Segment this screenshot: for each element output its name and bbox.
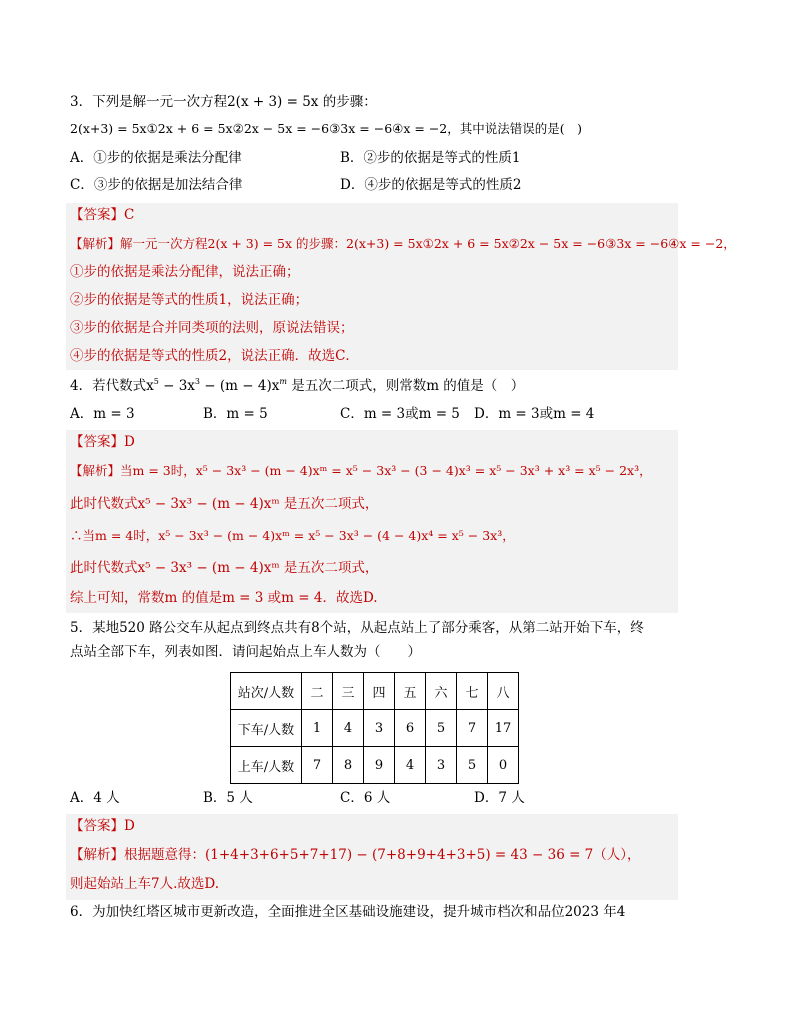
q4-analysis-5: 综上可知，常数m 的值是m = 3 或m = 4．故选D.: [70, 590, 378, 606]
table-cell: 1: [302, 710, 333, 747]
q5-option-b: B．5 人: [203, 790, 253, 806]
q5-table: [230, 672, 519, 784]
table-cell: 8: [333, 747, 364, 784]
q3-option-d: D．④步的依据是等式的性质2: [340, 177, 522, 193]
q3-option-c: C．③步的依据是加法结合律: [70, 177, 243, 193]
table-cell: 9: [364, 747, 395, 784]
q3-steps: 2(x+3) = 5x①2x + 6 = 5x②2x − 5x = −6③3x = −6④x = −2，其中说法错误的是( ): [70, 121, 582, 136]
table-cell: 4: [333, 710, 364, 747]
table-row: [231, 747, 519, 784]
q5-stem-2: 点站全部下车，列表如图．请问起始点上车人数为（ ）: [70, 644, 421, 660]
q4-answer: 【答案】D: [70, 434, 135, 450]
q3-analysis-1: 【解析】解一元一次方程2(x + 3) = 5x 的步骤：2(x+3) = 5x①2x + 6 = 5x②2x − 5x = −6③3x = −6④x = −2，: [70, 236, 736, 251]
table-row: [231, 673, 519, 710]
q5-answer: 【答案】D: [70, 818, 135, 834]
q5-option-d: D．7 人: [474, 790, 525, 806]
table-cell: 7: [302, 747, 333, 784]
q4-answer-block: [66, 430, 678, 613]
q5-option-a: A．4 人: [70, 790, 120, 806]
table-cell: 站次/人数: [231, 673, 302, 710]
q3-option-a: A．①步的依据是乘法分配律: [70, 150, 242, 166]
q4-option-c: C．m = 3或m = 5: [340, 406, 460, 422]
q3-analysis-4: ③步的依据是合并同类项的法则，原说法错误；: [70, 320, 354, 336]
q3-analysis-2: ①步的依据是乘法分配律，说法正确；: [70, 264, 300, 280]
q5-analysis-1: 【解析】根据题意得：(1+4+3+6+5+7+17) − (7+8+9+4+3+5) = 43 − 36 = 7（人），: [70, 847, 641, 863]
q4-analysis-3: ∴当m = 4时，x⁵ − 3x³ − (m − 4)xᵐ = x⁵ − 3x³ − (4 − 4)x⁴ = x⁵ − 3x³，: [70, 528, 515, 543]
table-cell: 5: [426, 710, 457, 747]
q5-option-c: C．6 人: [340, 790, 391, 806]
table-row: [231, 710, 519, 747]
table-cell: 五: [395, 673, 426, 710]
table-cell: 7: [457, 710, 488, 747]
table-cell: 八: [488, 673, 519, 710]
table-cell: 17: [488, 710, 519, 747]
q4-analysis-4: 此时代数式x⁵ − 3x³ − (m − 4)xᵐ 是五次二项式，: [70, 560, 379, 576]
table-cell: 6: [395, 710, 426, 747]
q4-analysis-2: 此时代数式x⁵ − 3x³ − (m − 4)xᵐ 是五次二项式，: [70, 496, 379, 512]
q3-analysis-5: ④步的依据是等式的性质2，说法正确．故选C．: [70, 348, 359, 364]
table-cell: 四: [364, 673, 395, 710]
q4-option-b: B．m = 5: [203, 406, 268, 422]
table-cell: 0: [488, 747, 519, 784]
table-cell: 上车/人数: [231, 747, 302, 784]
table-cell: 5: [457, 747, 488, 784]
q3-analysis-3: ②步的依据是等式的性质1，说法正确；: [70, 292, 309, 308]
q4-analysis-1: 【解析】当m = 3时，x⁵ − 3x³ − (m − 4)xᵐ = x⁵ − 3x³ − (3 − 4)x³ = x⁵ − 3x³ + x³ = x⁵ − 2x³，: [70, 463, 652, 478]
table-cell: 3: [426, 747, 457, 784]
q4-stem: 4．若代数式$x^5 - 3x^3 - (m - 4)x^m$ 是五次二项式，则常数m 的值是（ ）: [70, 377, 525, 394]
q4-option-a: A．m = 3: [70, 406, 135, 422]
table-cell: 七: [457, 673, 488, 710]
q3-answer-block: [66, 203, 678, 370]
table-cell: 六: [426, 673, 457, 710]
table-cell: 3: [364, 710, 395, 747]
q3-option-b: B．②步的依据是等式的性质1: [340, 150, 521, 166]
table-cell: 二: [302, 673, 333, 710]
q5-analysis-2: 则起始站上车7人.故选D.: [70, 876, 220, 892]
q5-stem-1: 5．某地520 路公交车从起点到终点共有8个站，从起点站上了部分乘客，从第二站开始下车，终: [70, 620, 644, 636]
q6-stem: 6．为加快红塔区城市更新改造，全面推进全区基础设施建设，提升城市档次和品位2023 年4: [70, 904, 626, 920]
q3-stem: 3．下列是解一元一次方程2(x + 3) = 5x 的步骤：: [70, 94, 377, 110]
q3-answer: 【答案】C: [70, 207, 135, 223]
table-cell: 下车/人数: [231, 710, 302, 747]
q4-option-d: D．m = 3或m = 4: [474, 406, 595, 422]
table-cell: 三: [333, 673, 364, 710]
table-cell: 4: [395, 747, 426, 784]
